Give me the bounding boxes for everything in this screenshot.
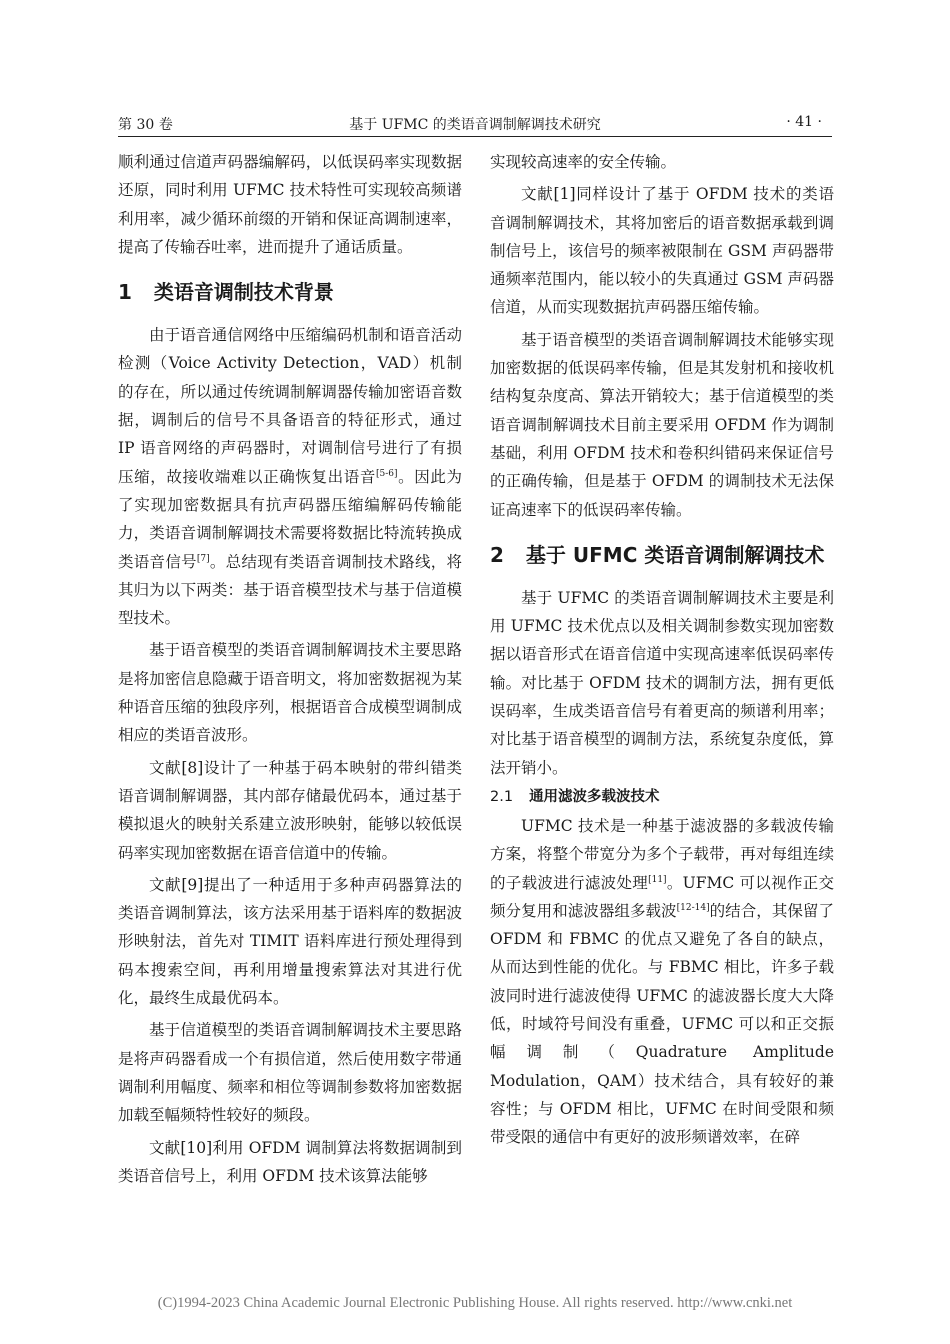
page-number: · 41 ·	[786, 114, 822, 130]
paragraph: 由于语音通信网络中压缩编码机制和语音活动检测（Voice Activity Detection，VAD）机制的存在，所以通过传统调制解调器传输加密语音数据，调制后的信号不具备语音的特征形式，通过 IP 语音网络的声码器时，对调制信号进行了有损压缩，故接收端难以正确恢复出语音[5-6]。因此为了实现加密数据具有抗声码器压缩编解码传输能力，类语音调制解调技术需要将数据比特流转换成类语音信号[7]。总结现有类语音调制技术路线，将其归为以下两类：基于语音模型技术与基于信道模型技术。	[118, 326, 462, 628]
paragraph: 文献[10]利用 OFDM 调制算法将数据调制到类语音信号上，利用 OFDM 技术该算法能够	[118, 1138, 462, 1185]
paragraph: 基于信道模型的类语音调制解调技术主要思路是将声码器看成一个有损信道，然后使用数字带通调制利用幅度、频率和相位等调制参数将加密数据加载至幅频特性较好的频段。	[118, 1021, 462, 1125]
right-column	[490, 148, 834, 1152]
section-heading-1	[118, 275, 462, 309]
citation[interactable]: [5-6]	[375, 468, 398, 479]
paragraph: UFMC 技术是一种基于滤波器的多载波传输方案，将整个带宽分为多个子载带，再对每组连续的子载波进行滤波处理[11]。UFMC 可以视作正交频分复用和滤波器组多载波[12-14]的结合，其保留了 OFDM 和 FBMC 的优点又避免了各自的缺点，从而达到性能的优化。与 FBMC 相比，许多子载波同时进行滤波使得 UFMC 的滤波器长度大大降低，时域符号间没有重叠，UFMC 可以和正交振幅调制（Quadrature Amplitude Modulation，QAM）技术结合，具有较好的兼容性；与 OFDM 相比，UFMC 在时间受限和频带受限的通信中有更好的波形频谱效率，在碎	[490, 816, 834, 1147]
citation[interactable]: [11]	[648, 874, 667, 885]
paragraph: 基于 UFMC 的类语音调制解调技术主要是利用 UFMC 技术优点以及相关调制参数实现加密数据以语音形式在语音信道中实现高速率低误码率传输。对比基于 OFDM 技术的调制方法，拥有更低误码率，生成类语音信号有着更高的频谱利用率；对比基于语音模型的调制方法，系统复杂度低，算法开销小。	[490, 588, 834, 777]
journal-running-title: 基于 UFMC 的类语音调制解调技术研究	[349, 117, 601, 133]
citation[interactable]: [7]	[196, 553, 210, 564]
copyright-footer: (C)1994-2023 China Academic Journal Electronic Publishing House. All rights reserved. http://www.cnki.net	[157, 1295, 793, 1311]
section-heading-2	[490, 538, 834, 572]
paragraph: 基于语音模型的类语音调制解调技术主要思路是将加密信息隐藏于语音明文，将加密数据视为某种语音压缩的独段序列，根据语音合成模型调制成相应的类语音波形。	[118, 641, 462, 745]
paragraph: 实现较高速率的安全传输。	[490, 153, 677, 171]
section-number: 1	[118, 280, 132, 305]
paragraph: 文献[8]设计了一种基于码本映射的带纠错类语音调制解调器，其内部存储最优码本，通过基于模拟退火的映射关系建立波形映射，能够以较低误码率实现加密数据在语音信道中的传输。	[118, 758, 462, 862]
citation[interactable]: [12-14]	[676, 902, 710, 913]
paragraph: 基于语音模型的类语音调制解调技术能够实现加密数据的低误码率传输，但是其发射机和接收机结构复杂度高、算法开销较大；基于信道模型的类语音调制解调技术目前主要采用 OFDM 作为调制基础，利用 OFDM 技术和卷积纠错码来保证信号的正确传输，但是基于 OFDM 的调制技术无法保证高速率下的低误码率传输。	[490, 330, 834, 519]
left-column	[118, 148, 462, 1190]
volume-label: 第 30 卷	[118, 117, 173, 133]
running-header	[118, 112, 832, 137]
section-number: 2	[490, 542, 504, 567]
paragraph: 顺利通过信道声码器编解码，以低误码率实现数据还原，同时利用 UFMC 技术特性可实现较高频谱利用率，减少循环前缀的开销和保证高调制速率，提高了传输吞吐率，进而提升了通话质量。	[118, 153, 462, 256]
section-title: 基于 UFMC 类语音调制解调技术	[525, 542, 825, 567]
paragraph: 文献[1]同样设计了基于 OFDM 技术的类语音调制解调技术，其将加密后的语音数据承载到调制信号上，该信号的频率被限制在 GSM 声码器带通频率范围内，能以较小的失真通过 GSM 声码器信道，从而实现数据抗声码器压缩传输。	[490, 185, 834, 317]
subsection-title: 通用滤波多载波技术	[529, 788, 660, 805]
subsection-number: 2.1	[490, 788, 514, 805]
paragraph: 文献[9]提出了一种适用于多种声码器算法的类语音调制算法，该方法采用基于语料库的数据波形映射法，首先对 TIMIT 语料库进行预处理得到码本搜索空间，再利用增量搜索算法对其进行优化，最终生成最优码本。	[118, 875, 462, 1008]
section-title: 类语音调制技术背景	[153, 280, 334, 305]
subsection-heading-2-1	[490, 784, 834, 810]
